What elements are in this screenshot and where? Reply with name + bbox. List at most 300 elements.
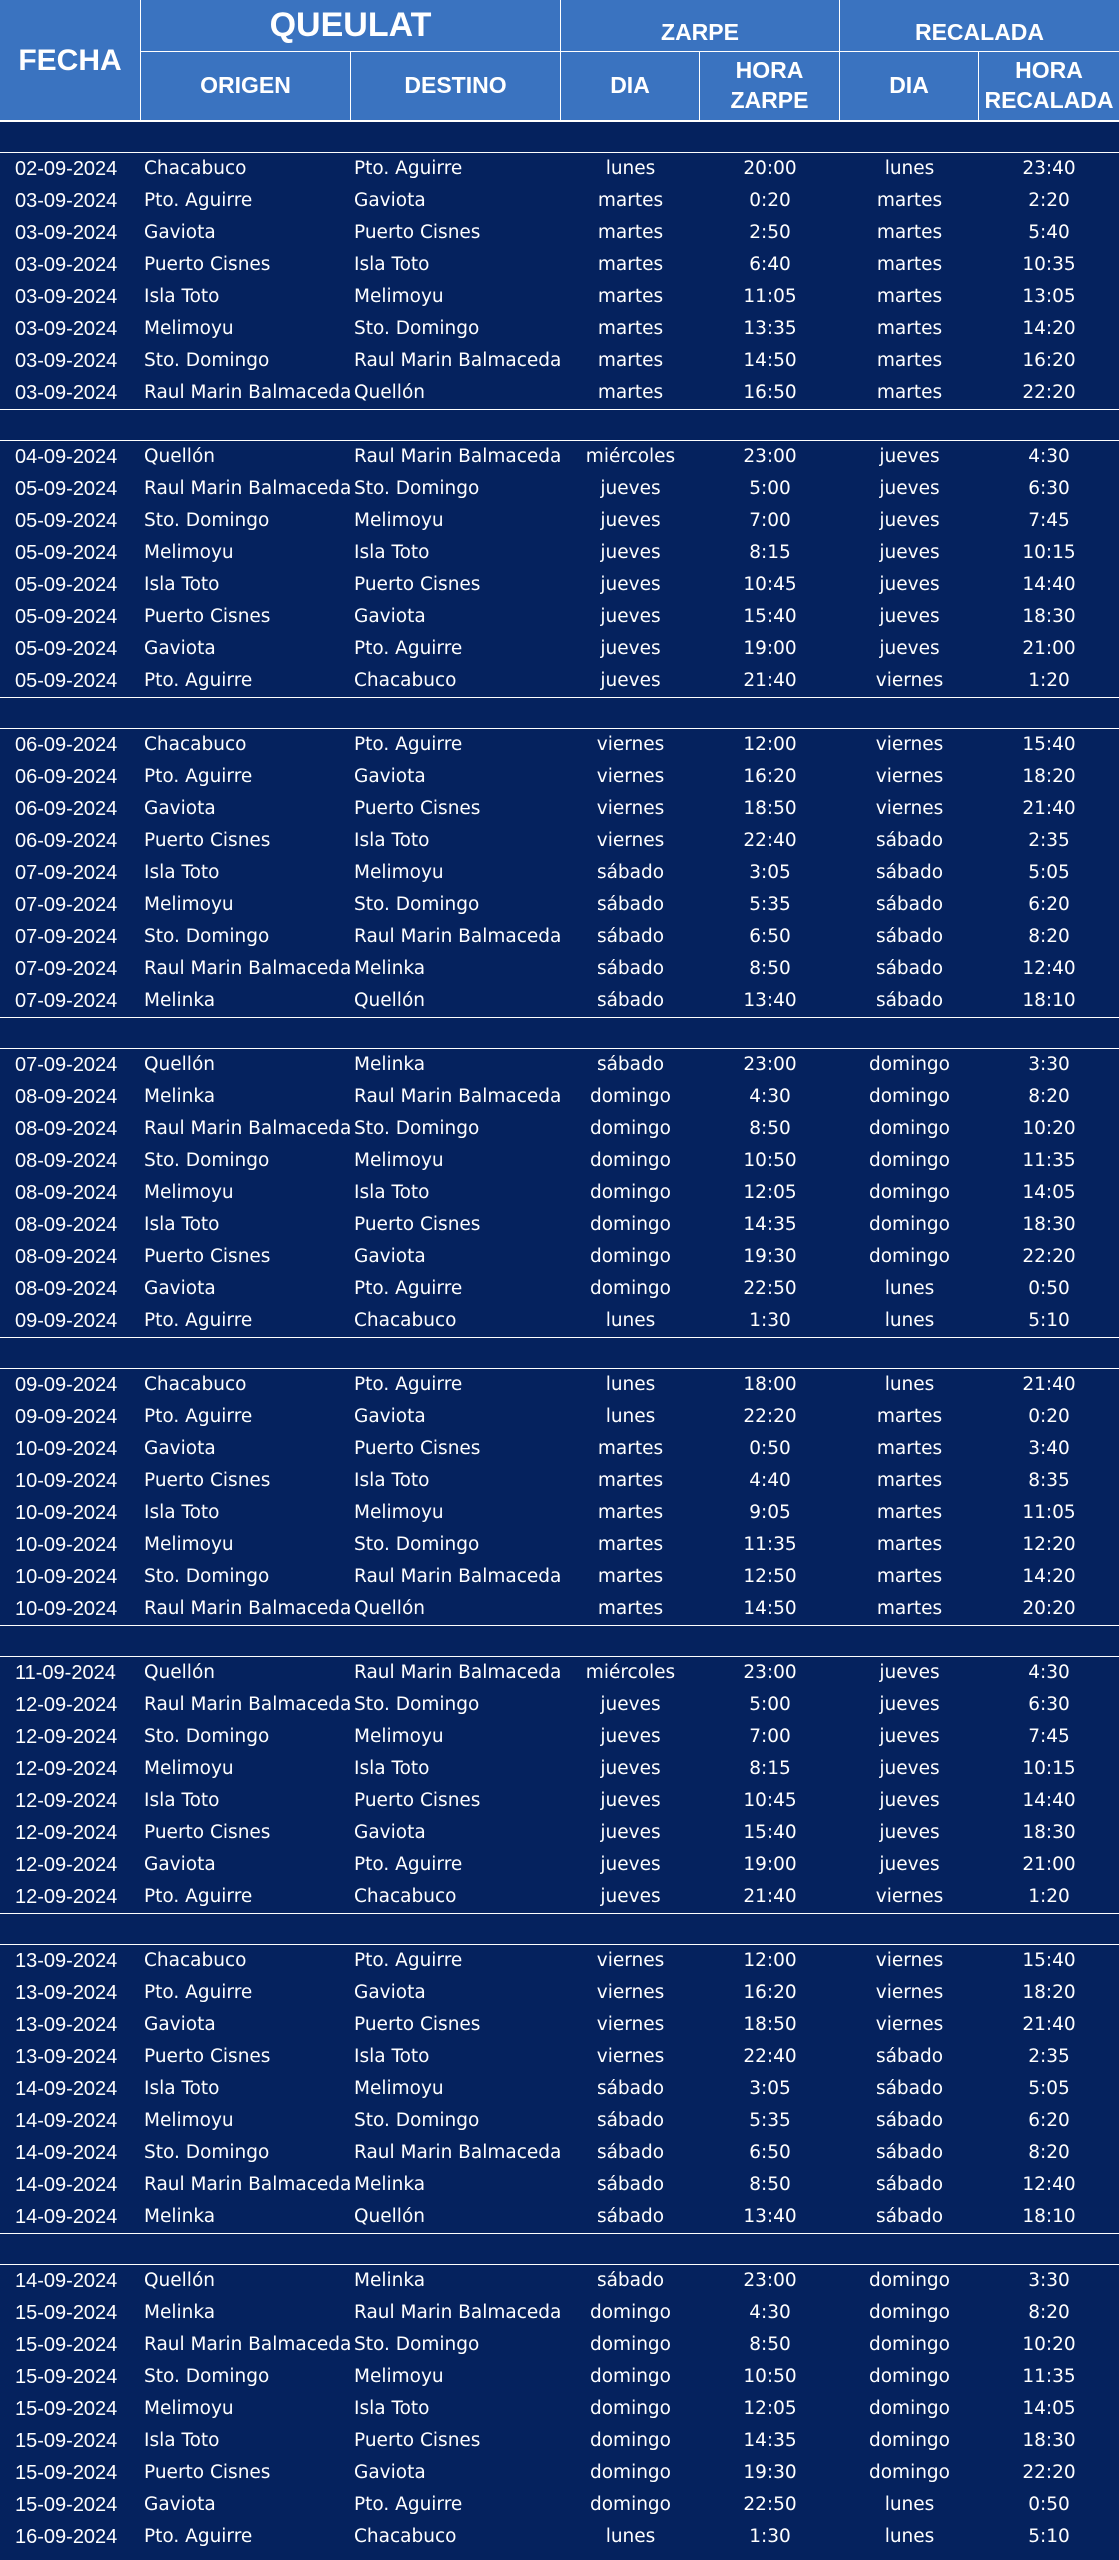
destino-cell: Puerto Cisnes (354, 2430, 481, 2451)
recalada-hora-cell: 2:20 (1028, 190, 1070, 211)
origen-cell: Puerto Cisnes (144, 606, 271, 627)
fecha-cell: 16-09-2024 (15, 2526, 118, 2548)
zarpe-dia-cell: jueves (600, 1886, 661, 1907)
fecha-cell: 08-09-2024 (15, 1278, 118, 1300)
destino-cell: Puerto Cisnes (354, 222, 481, 243)
zarpe-hora-cell: 23:00 (743, 446, 797, 467)
zarpe-hora-cell: 13:40 (743, 990, 797, 1011)
zarpe-dia-cell: jueves (600, 510, 661, 531)
destino-cell: Pto. Aguirre (354, 734, 463, 755)
fecha-cell: 14-09-2024 (15, 2270, 118, 2292)
recalada-dia-cell: sábado (875, 2206, 944, 2227)
zarpe-dia-cell: domingo (589, 1118, 671, 1139)
zarpe-dia-cell: sábado (596, 1054, 665, 1075)
recalada-dia-cell: martes (876, 1566, 943, 1587)
zarpe-dia-cell: viernes (596, 2014, 665, 2035)
table-row (0, 1817, 1119, 1849)
table-row (0, 793, 1119, 825)
zarpe-hora-cell: 1:30 (749, 2526, 791, 2547)
zarpe-hora-cell: 6:50 (749, 2142, 791, 2163)
zarpe-dia-cell: domingo (589, 1246, 671, 1267)
origen-cell: Isla Toto (144, 1214, 220, 1235)
table-row (0, 921, 1119, 953)
recalada-dia-cell: lunes (884, 1374, 935, 1395)
recalada-hora-cell: 6:30 (1028, 478, 1070, 499)
destino-cell: Melimoyu (354, 1726, 444, 1747)
destino-cell: Raul Marin Balmaceda (354, 2302, 562, 2323)
origen-cell: Sto. Domingo (144, 2142, 270, 2163)
zarpe-hora-cell: 1:30 (749, 1310, 791, 1331)
zarpe-dia-cell: miércoles (585, 1662, 676, 1683)
origen-cell: Melinka (144, 1086, 216, 1107)
table-row (0, 1113, 1119, 1145)
table-row (0, 313, 1119, 345)
table-row (0, 185, 1119, 217)
table-row (0, 1369, 1119, 1401)
fecha-cell: 09-09-2024 (15, 1374, 118, 1396)
origen-cell: Raul Marin Balmaceda (144, 382, 352, 403)
table-row (0, 2393, 1119, 2425)
table-row (0, 729, 1119, 761)
origen-cell: Melimoyu (144, 318, 234, 339)
zarpe-dia-cell: domingo (589, 1182, 671, 1203)
recalada-hora-cell: 10:15 (1022, 542, 1076, 563)
table-row (0, 953, 1119, 985)
recalada-hora-cell: 5:40 (1028, 222, 1070, 243)
zarpe-hora-cell: 8:50 (749, 2334, 791, 2355)
group-separator (0, 121, 1119, 153)
fecha-cell: 14-09-2024 (15, 2174, 118, 2196)
table-row (0, 2361, 1119, 2393)
zarpe-hora-cell: 4:40 (749, 1470, 791, 1491)
origen-cell: Melimoyu (144, 2398, 234, 2419)
fecha-cell: 07-09-2024 (15, 958, 118, 980)
recalada-hora-cell: 18:30 (1022, 1214, 1076, 1235)
fecha-cell: 07-09-2024 (15, 990, 118, 1012)
header-zarpe-dia: DIA (561, 52, 700, 121)
origen-cell: Puerto Cisnes (144, 1822, 271, 1843)
zarpe-hora-cell: 19:00 (743, 638, 797, 659)
fecha-cell: 10-09-2024 (15, 1502, 118, 1524)
destino-cell: Gaviota (354, 606, 426, 627)
destino-cell: Isla Toto (354, 542, 430, 563)
origen-cell: Melimoyu (144, 1758, 234, 1779)
fecha-cell: 14-09-2024 (15, 2206, 118, 2228)
zarpe-hora-cell: 16:20 (743, 1982, 797, 2003)
table-row (0, 1465, 1119, 1497)
recalada-hora-cell: 11:05 (1022, 1502, 1076, 1523)
origen-cell: Raul Marin Balmaceda (144, 1694, 352, 1715)
origen-cell: Gaviota (144, 1278, 216, 1299)
recalada-dia-cell: sábado (875, 2142, 944, 2163)
zarpe-dia-cell: sábado (596, 926, 665, 947)
origen-cell: Isla Toto (144, 1790, 220, 1811)
origen-cell: Gaviota (144, 1854, 216, 1875)
destino-cell: Gaviota (354, 190, 426, 211)
recalada-hora-cell: 18:30 (1022, 606, 1076, 627)
recalada-dia-cell: viernes (875, 798, 944, 819)
origen-cell: Melinka (144, 2206, 216, 2227)
zarpe-hora-cell: 12:00 (743, 734, 797, 755)
destino-cell: Melimoyu (354, 1502, 444, 1523)
zarpe-dia-cell: martes (597, 350, 664, 371)
recalada-hora-cell: 23:40 (1022, 158, 1076, 179)
fecha-cell: 15-09-2024 (15, 2366, 118, 2388)
destino-cell: Quellón (354, 382, 425, 403)
fecha-cell: 08-09-2024 (15, 1246, 118, 1268)
recalada-hora-cell: 21:00 (1022, 638, 1076, 659)
zarpe-dia-cell: jueves (600, 478, 661, 499)
origen-cell: Pto. Aguirre (144, 1982, 253, 2003)
zarpe-hora-cell: 8:50 (749, 958, 791, 979)
recalada-dia-cell: viernes (875, 2014, 944, 2035)
origen-cell: Gaviota (144, 1438, 216, 1459)
header-recalada-dia: DIA (840, 52, 979, 121)
recalada-dia-cell: lunes (884, 2526, 935, 2547)
recalada-hora-cell: 13:05 (1022, 286, 1076, 307)
recalada-hora-cell: 5:05 (1028, 862, 1070, 883)
table-row (0, 2265, 1119, 2297)
recalada-hora-cell: 8:20 (1028, 1086, 1070, 1107)
zarpe-dia-cell: martes (597, 1534, 664, 1555)
destino-cell: Sto. Domingo (354, 2110, 480, 2131)
fecha-cell: 08-09-2024 (15, 1182, 118, 1204)
recalada-dia-cell: domingo (868, 2302, 950, 2323)
zarpe-hora-cell: 14:50 (743, 1598, 797, 1619)
fecha-cell: 15-09-2024 (15, 2398, 118, 2420)
zarpe-hora-cell: 5:35 (749, 2110, 791, 2131)
zarpe-dia-cell: martes (597, 1438, 664, 1459)
table-row (0, 1849, 1119, 1881)
table-row (0, 249, 1119, 281)
destino-cell: Melimoyu (354, 510, 444, 531)
zarpe-hora-cell: 23:00 (743, 1054, 797, 1075)
fecha-cell: 03-09-2024 (15, 382, 118, 404)
zarpe-hora-cell: 21:40 (743, 1886, 797, 1907)
recalada-hora-cell: 11:35 (1022, 1150, 1076, 1171)
origen-cell: Raul Marin Balmaceda (144, 2334, 352, 2355)
zarpe-hora-cell: 14:35 (743, 1214, 797, 1235)
origen-cell: Pto. Aguirre (144, 670, 253, 691)
zarpe-hora-cell: 8:50 (749, 1118, 791, 1139)
table-row (0, 345, 1119, 377)
table-row (0, 2425, 1119, 2457)
zarpe-dia-cell: jueves (600, 1758, 661, 1779)
zarpe-dia-cell: martes (597, 382, 664, 403)
table-row (0, 2457, 1119, 2489)
recalada-hora-cell: 1:20 (1028, 1886, 1070, 1907)
group-separator (0, 1913, 1119, 1945)
table-row (0, 665, 1119, 697)
zarpe-dia-cell: martes (597, 254, 664, 275)
recalada-hora-cell: 8:20 (1028, 2302, 1070, 2323)
table-row (0, 1529, 1119, 1561)
zarpe-hora-cell: 22:50 (743, 1278, 797, 1299)
origen-cell: Melimoyu (144, 1534, 234, 1555)
table-row (0, 217, 1119, 249)
table-row (0, 1721, 1119, 1753)
table-row (0, 1081, 1119, 1113)
table-row (0, 985, 1119, 1017)
zarpe-dia-cell: jueves (600, 542, 661, 563)
zarpe-dia-cell: viernes (596, 1982, 665, 2003)
zarpe-dia-cell: sábado (596, 862, 665, 883)
recalada-dia-cell: jueves (879, 638, 940, 659)
fecha-cell: 03-09-2024 (15, 190, 118, 212)
table-row (0, 601, 1119, 633)
recalada-hora-cell: 2:35 (1028, 830, 1070, 851)
fecha-cell: 06-09-2024 (15, 766, 118, 788)
recalada-hora-cell: 10:20 (1022, 1118, 1076, 1139)
fecha-cell: 05-09-2024 (15, 606, 118, 628)
fecha-cell: 15-09-2024 (15, 2334, 118, 2356)
table-row (0, 153, 1119, 185)
recalada-hora-cell: 6:20 (1028, 2110, 1070, 2131)
recalada-dia-cell: sábado (875, 2078, 944, 2099)
origen-cell: Isla Toto (144, 286, 220, 307)
zarpe-hora-cell: 4:30 (749, 1086, 791, 1107)
recalada-hora-cell: 8:20 (1028, 926, 1070, 947)
recalada-dia-cell: martes (876, 1406, 943, 1427)
table-row (0, 1241, 1119, 1273)
recalada-hora-cell: 10:20 (1022, 2334, 1076, 2355)
recalada-dia-cell: jueves (879, 574, 940, 595)
zarpe-dia-cell: viernes (596, 766, 665, 787)
fecha-cell: 05-09-2024 (15, 638, 118, 660)
destino-cell: Melinka (354, 958, 426, 979)
recalada-dia-cell: jueves (879, 1726, 940, 1747)
table-row (0, 1305, 1119, 1337)
table-row (0, 2105, 1119, 2137)
fecha-cell: 06-09-2024 (15, 798, 118, 820)
origen-cell: Pto. Aguirre (144, 1886, 253, 1907)
zarpe-dia-cell: jueves (600, 1790, 661, 1811)
destino-cell: Melimoyu (354, 2366, 444, 2387)
recalada-hora-cell: 16:20 (1022, 350, 1076, 371)
zarpe-dia-cell: martes (597, 1566, 664, 1587)
recalada-hora-cell: 10:15 (1022, 1758, 1076, 1779)
table-row (0, 1273, 1119, 1305)
destino-cell: Puerto Cisnes (354, 1790, 481, 1811)
recalada-hora-cell: 14:05 (1022, 1182, 1076, 1203)
destino-cell: Raul Marin Balmaceda (354, 2142, 562, 2163)
schedule-body (0, 121, 1119, 2553)
destino-cell: Raul Marin Balmaceda (354, 1086, 562, 1107)
recalada-hora-cell: 14:20 (1022, 1566, 1076, 1587)
group-separator (0, 2233, 1119, 2265)
recalada-dia-cell: viernes (875, 670, 944, 691)
origen-cell: Gaviota (144, 2494, 216, 2515)
destino-cell: Pto. Aguirre (354, 1950, 463, 1971)
zarpe-hora-cell: 15:40 (743, 606, 797, 627)
zarpe-hora-cell: 22:40 (743, 830, 797, 851)
table-row (0, 1657, 1119, 1689)
origen-cell: Quellón (144, 1054, 215, 1075)
origen-cell: Gaviota (144, 638, 216, 659)
destino-cell: Chacabuco (354, 1310, 457, 1331)
zarpe-hora-cell: 3:05 (749, 2078, 791, 2099)
fecha-cell: 07-09-2024 (15, 1054, 118, 1076)
recalada-dia-cell: domingo (868, 1150, 950, 1171)
recalada-hora-cell: 2:35 (1028, 2046, 1070, 2067)
origen-cell: Sto. Domingo (144, 1566, 270, 1587)
origen-cell: Gaviota (144, 2014, 216, 2035)
zarpe-dia-cell: domingo (589, 1150, 671, 1171)
fecha-cell: 10-09-2024 (15, 1470, 118, 1492)
zarpe-dia-cell: lunes (605, 1374, 656, 1395)
fecha-cell: 03-09-2024 (15, 222, 118, 244)
destino-cell: Puerto Cisnes (354, 574, 481, 595)
recalada-dia-cell: jueves (879, 1854, 940, 1875)
recalada-dia-cell: domingo (868, 1246, 950, 1267)
table-row (0, 377, 1119, 409)
zarpe-dia-cell: sábado (596, 894, 665, 915)
zarpe-dia-cell: domingo (589, 2302, 671, 2323)
destino-cell: Pto. Aguirre (354, 158, 463, 179)
origen-cell: Isla Toto (144, 574, 220, 595)
table-row (0, 473, 1119, 505)
recalada-hora-cell: 0:50 (1028, 2494, 1070, 2515)
zarpe-dia-cell: sábado (596, 2270, 665, 2291)
zarpe-dia-cell: viernes (596, 734, 665, 755)
zarpe-dia-cell: jueves (600, 638, 661, 659)
recalada-hora-cell: 1:20 (1028, 670, 1070, 691)
destino-cell: Isla Toto (354, 254, 430, 275)
zarpe-dia-cell: martes (597, 318, 664, 339)
zarpe-hora-cell: 6:50 (749, 926, 791, 947)
zarpe-hora-cell: 7:00 (749, 1726, 791, 1747)
fecha-cell: 03-09-2024 (15, 254, 118, 276)
zarpe-dia-cell: domingo (589, 1278, 671, 1299)
destino-cell: Sto. Domingo (354, 318, 480, 339)
zarpe-hora-cell: 9:05 (749, 1502, 791, 1523)
origen-cell: Puerto Cisnes (144, 2046, 271, 2067)
fecha-cell: 15-09-2024 (15, 2462, 118, 2484)
table-header (0, 0, 1119, 121)
recalada-hora-cell: 3:30 (1028, 2270, 1070, 2291)
fecha-cell: 15-09-2024 (15, 2430, 118, 2452)
recalada-hora-cell: 18:20 (1022, 766, 1076, 787)
zarpe-hora-cell: 19:30 (743, 1246, 797, 1267)
recalada-dia-cell: martes (876, 1438, 943, 1459)
destino-cell: Puerto Cisnes (354, 1438, 481, 1459)
destino-cell: Isla Toto (354, 1758, 430, 1779)
zarpe-hora-cell: 11:05 (743, 286, 797, 307)
zarpe-dia-cell: jueves (600, 574, 661, 595)
recalada-hora-cell: 4:30 (1028, 1662, 1070, 1683)
zarpe-hora-cell: 13:40 (743, 2206, 797, 2227)
table-row (0, 441, 1119, 473)
fecha-cell: 15-09-2024 (15, 2494, 118, 2516)
zarpe-hora-cell: 18:50 (743, 798, 797, 819)
group-separator (0, 1337, 1119, 1369)
destino-cell: Gaviota (354, 1246, 426, 1267)
zarpe-hora-cell: 10:50 (743, 2366, 797, 2387)
zarpe-dia-cell: lunes (605, 2526, 656, 2547)
recalada-hora-cell: 21:40 (1022, 1374, 1076, 1395)
zarpe-dia-cell: lunes (605, 1310, 656, 1331)
zarpe-hora-cell: 15:40 (743, 1822, 797, 1843)
zarpe-dia-cell: sábado (596, 2174, 665, 2195)
recalada-dia-cell: jueves (879, 542, 940, 563)
origen-cell: Melinka (144, 990, 216, 1011)
zarpe-dia-cell: jueves (600, 1726, 661, 1747)
group-separator (0, 1017, 1119, 1049)
recalada-dia-cell: domingo (868, 1118, 950, 1139)
destino-cell: Melimoyu (354, 862, 444, 883)
table-row (0, 2041, 1119, 2073)
zarpe-dia-cell: jueves (600, 670, 661, 691)
table-row (0, 2169, 1119, 2201)
zarpe-hora-cell: 19:00 (743, 1854, 797, 1875)
recalada-dia-cell: domingo (868, 1214, 950, 1235)
zarpe-hora-cell: 22:20 (743, 1406, 797, 1427)
origen-cell: Chacabuco (144, 1950, 247, 1971)
zarpe-hora-cell: 2:50 (749, 222, 791, 243)
destino-cell: Puerto Cisnes (354, 798, 481, 819)
origen-cell: Pto. Aguirre (144, 2526, 253, 2547)
recalada-dia-cell: lunes (884, 158, 935, 179)
fecha-cell: 12-09-2024 (15, 1694, 118, 1716)
origen-cell: Isla Toto (144, 862, 220, 883)
table-row (0, 2073, 1119, 2105)
fecha-cell: 03-09-2024 (15, 286, 118, 308)
recalada-hora-cell: 18:30 (1022, 2430, 1076, 2451)
recalada-hora-cell: 6:30 (1028, 1694, 1070, 1715)
origen-cell: Sto. Domingo (144, 926, 270, 947)
destino-cell: Melimoyu (354, 286, 444, 307)
origen-cell: Sto. Domingo (144, 350, 270, 371)
destino-cell: Puerto Cisnes (354, 1214, 481, 1235)
origen-cell: Isla Toto (144, 2078, 220, 2099)
fecha-cell: 05-09-2024 (15, 542, 118, 564)
zarpe-dia-cell: lunes (605, 1406, 656, 1427)
recalada-dia-cell: jueves (879, 1758, 940, 1779)
header-recalada-hora: HORA RECALADA (979, 52, 1119, 121)
recalada-dia-cell: domingo (868, 2366, 950, 2387)
recalada-hora-cell: 0:50 (1028, 1278, 1070, 1299)
origen-cell: Gaviota (144, 222, 216, 243)
recalada-dia-cell: sábado (875, 2110, 944, 2131)
fecha-cell: 12-09-2024 (15, 1822, 118, 1844)
table-row (0, 889, 1119, 921)
zarpe-hora-cell: 18:50 (743, 2014, 797, 2035)
recalada-hora-cell: 5:10 (1028, 2526, 1070, 2547)
table-row (0, 1049, 1119, 1081)
origen-cell: Sto. Domingo (144, 2366, 270, 2387)
recalada-dia-cell: martes (876, 1502, 943, 1523)
zarpe-dia-cell: martes (597, 190, 664, 211)
zarpe-hora-cell: 20:00 (743, 158, 797, 179)
header-destino: DESTINO (351, 52, 561, 121)
fecha-cell: 07-09-2024 (15, 926, 118, 948)
origen-cell: Melimoyu (144, 542, 234, 563)
destino-cell: Pto. Aguirre (354, 638, 463, 659)
recalada-dia-cell: sábado (875, 2174, 944, 2195)
recalada-dia-cell: jueves (879, 1662, 940, 1683)
fecha-cell: 12-09-2024 (15, 1726, 118, 1748)
fecha-cell: 08-09-2024 (15, 1118, 118, 1140)
recalada-dia-cell: jueves (879, 446, 940, 467)
recalada-hora-cell: 4:30 (1028, 446, 1070, 467)
table-row (0, 1593, 1119, 1625)
recalada-dia-cell: domingo (868, 2270, 950, 2291)
recalada-hora-cell: 18:20 (1022, 1982, 1076, 2003)
table-row (0, 1497, 1119, 1529)
recalada-dia-cell: sábado (875, 2046, 944, 2067)
recalada-hora-cell: 11:35 (1022, 2366, 1076, 2387)
recalada-dia-cell: sábado (875, 862, 944, 883)
